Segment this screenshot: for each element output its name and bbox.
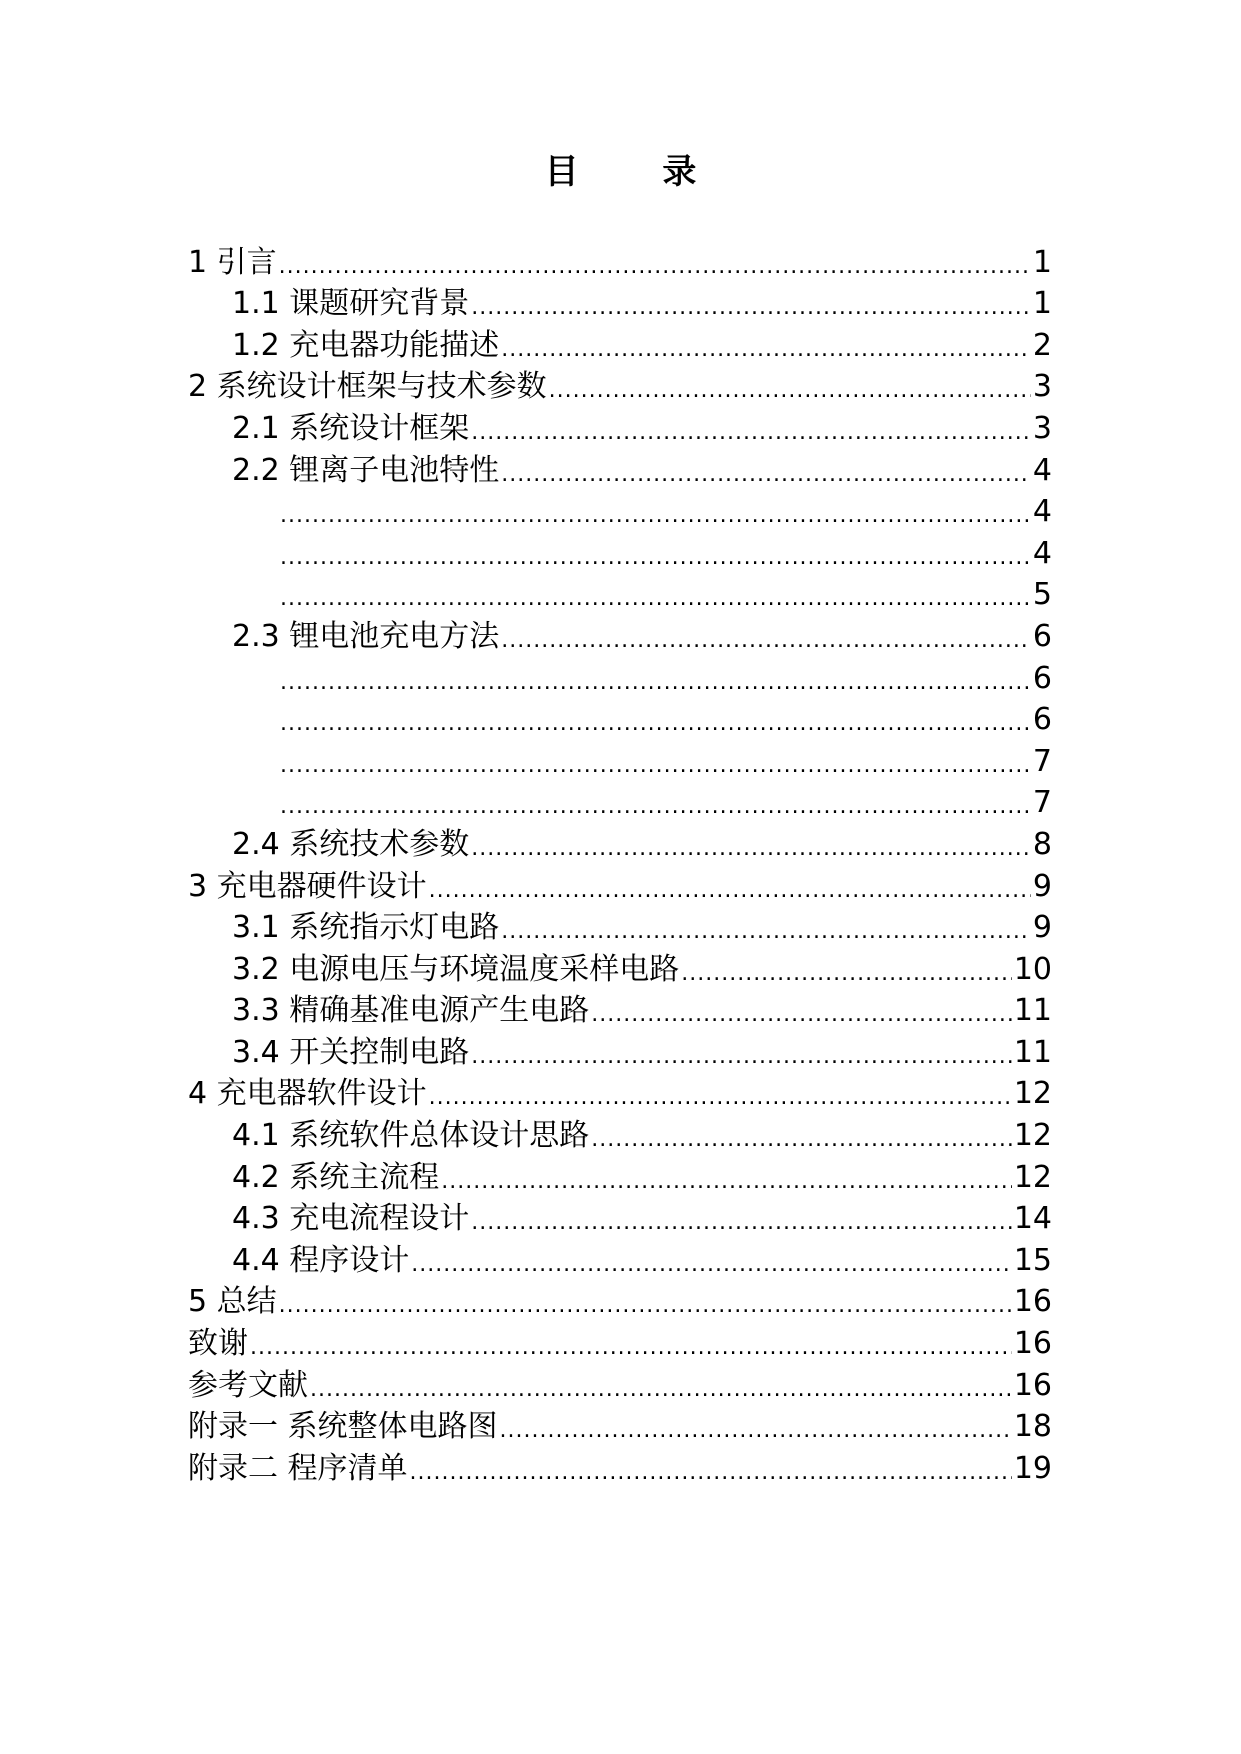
toc-entry-label: 2.4 系统技术参数 [232, 826, 470, 862]
dot-leader [279, 1291, 1012, 1321]
toc-entry-label: 4 充电器软件设计 [188, 1076, 427, 1112]
toc-entry-label: 4.4 程序设计 [232, 1242, 410, 1278]
toc-entry-page: 4 [1032, 494, 1052, 530]
page-title: 目 录 [544, 152, 733, 192]
toc-entry-label: 2.2 锂离子电池特性 [232, 452, 500, 488]
dot-leader [411, 1250, 1012, 1280]
dot-leader [591, 1125, 1012, 1155]
toc-entry-page: 7 [1032, 785, 1052, 821]
toc-entry-page: 6 [1032, 660, 1052, 696]
toc-entry[interactable] [188, 323, 1052, 365]
toc-entry-label: 4.2 系统主流程 [232, 1159, 440, 1195]
dot-leader [280, 584, 1031, 614]
dot-leader [280, 668, 1031, 698]
toc-entry-page: 19 [1013, 1450, 1052, 1486]
dot-leader [471, 293, 1031, 323]
dot-leader [501, 335, 1031, 365]
toc-entry-page: 11 [1013, 993, 1052, 1029]
toc-entry[interactable] [188, 573, 1052, 615]
dot-leader [500, 1416, 1012, 1446]
toc-entry-page: 3 [1032, 369, 1052, 405]
toc-entry-page: 3 [1032, 410, 1052, 446]
toc-entry-label: 3.2 电源电压与环境温度采样电路 [232, 951, 680, 987]
toc-entry[interactable] [188, 822, 1052, 864]
toc-entry-page: 8 [1032, 826, 1052, 862]
dot-leader [501, 460, 1031, 490]
toc-entry-page: 4 [1032, 535, 1052, 571]
toc-entry-label: 2.1 系统设计框架 [232, 410, 470, 446]
dot-leader [471, 1208, 1012, 1238]
dot-leader [591, 1000, 1012, 1030]
toc-entry-label: 2.3 锂电池充电方法 [232, 618, 500, 654]
table-of-contents [188, 240, 1052, 1488]
toc-entry-label: 致谢 [188, 1326, 248, 1362]
dot-leader [280, 543, 1031, 573]
toc-entry[interactable] [188, 1030, 1052, 1072]
toc-entry-label: 附录二 程序清单 [188, 1450, 408, 1486]
toc-entry-label: 参考文献 [188, 1367, 308, 1403]
toc-entry[interactable] [188, 739, 1052, 781]
toc-entry[interactable] [188, 1446, 1052, 1488]
toc-entry-label: 2 系统设计框架与技术参数 [188, 369, 547, 405]
toc-entry[interactable] [188, 781, 1052, 823]
toc-entry-page: 16 [1013, 1284, 1052, 1320]
toc-entry-label: 3 充电器硬件设计 [188, 868, 427, 904]
toc-entry-label: 3.3 精确基准电源产生电路 [232, 993, 590, 1029]
toc-entry-page: 5 [1032, 577, 1052, 613]
toc-entry-page: 4 [1032, 452, 1052, 488]
toc-entry-page: 1 [1032, 286, 1052, 322]
toc-entry-label: 5 总结 [188, 1284, 277, 1320]
toc-entry[interactable] [188, 1155, 1052, 1197]
toc-entry[interactable] [188, 1280, 1052, 1322]
toc-entry-page: 9 [1032, 910, 1052, 946]
toc-entry[interactable] [188, 864, 1052, 906]
dot-leader [429, 876, 1031, 906]
dot-leader [310, 1375, 1012, 1405]
toc-entry[interactable] [188, 448, 1052, 490]
toc-entry-page: 12 [1013, 1118, 1052, 1154]
toc-entry[interactable] [188, 1363, 1052, 1405]
toc-entry[interactable] [188, 282, 1052, 324]
toc-entry[interactable] [188, 1405, 1052, 1447]
dot-leader [471, 418, 1031, 448]
toc-entry[interactable] [188, 1321, 1052, 1363]
toc-entry-page: 15 [1013, 1242, 1052, 1278]
dot-leader [429, 1083, 1012, 1113]
dot-leader [549, 376, 1031, 406]
dot-leader [471, 834, 1031, 864]
toc-entry[interactable] [188, 1113, 1052, 1155]
toc-entry-label: 1.1 课题研究背景 [232, 286, 470, 322]
toc-entry-page: 1 [1032, 244, 1052, 280]
toc-entry-page: 14 [1013, 1201, 1052, 1237]
toc-entry-page: 16 [1013, 1367, 1052, 1403]
toc-entry-label: 1.2 充电器功能描述 [232, 327, 500, 363]
toc-entry-label: 4.1 系统软件总体设计思路 [232, 1118, 590, 1154]
toc-entry-page: 9 [1032, 868, 1052, 904]
dot-leader [280, 501, 1031, 531]
toc-entry-label: 3.1 系统指示灯电路 [232, 910, 500, 946]
toc-entry-page: 18 [1013, 1409, 1052, 1445]
dot-leader [501, 917, 1031, 947]
toc-entry[interactable] [188, 1238, 1052, 1280]
toc-entry[interactable] [188, 406, 1052, 448]
toc-entry-page: 2 [1032, 327, 1052, 363]
dot-leader [410, 1458, 1012, 1488]
toc-entry[interactable] [188, 1197, 1052, 1239]
toc-entry-page: 7 [1032, 743, 1052, 779]
toc-entry-label: 1 引言 [188, 244, 277, 280]
toc-entry-page: 11 [1013, 1034, 1052, 1070]
toc-entry-page: 12 [1013, 1076, 1052, 1112]
toc-entry-page: 10 [1013, 951, 1052, 987]
toc-entry[interactable] [188, 614, 1052, 656]
toc-entry[interactable] [188, 989, 1052, 1031]
toc-entry[interactable] [188, 1072, 1052, 1114]
dot-leader [681, 959, 1012, 989]
dot-leader [280, 751, 1031, 781]
toc-entry[interactable] [188, 698, 1052, 740]
dot-leader [279, 252, 1031, 282]
toc-entry-page: 6 [1032, 702, 1052, 738]
toc-entry-page: 16 [1013, 1326, 1052, 1362]
toc-entry[interactable] [188, 656, 1052, 698]
toc-entry-page: 12 [1013, 1159, 1052, 1195]
toc-entry[interactable] [188, 490, 1052, 532]
dot-leader [280, 709, 1031, 739]
dot-leader [471, 1042, 1012, 1072]
toc-entry[interactable] [188, 947, 1052, 989]
toc-entry-label: 4.3 充电流程设计 [232, 1201, 470, 1237]
toc-entry[interactable] [188, 531, 1052, 573]
toc-entry-page: 6 [1032, 618, 1052, 654]
toc-entry[interactable] [188, 906, 1052, 948]
dot-leader [280, 792, 1031, 822]
toc-entry-label: 3.4 开关控制电路 [232, 1034, 470, 1070]
toc-entry-label: 附录一 系统整体电路图 [188, 1409, 498, 1445]
dot-leader [250, 1333, 1012, 1363]
toc-entry[interactable] [188, 240, 1052, 282]
dot-leader [441, 1167, 1012, 1197]
dot-leader [501, 626, 1031, 656]
toc-entry[interactable] [188, 365, 1052, 407]
